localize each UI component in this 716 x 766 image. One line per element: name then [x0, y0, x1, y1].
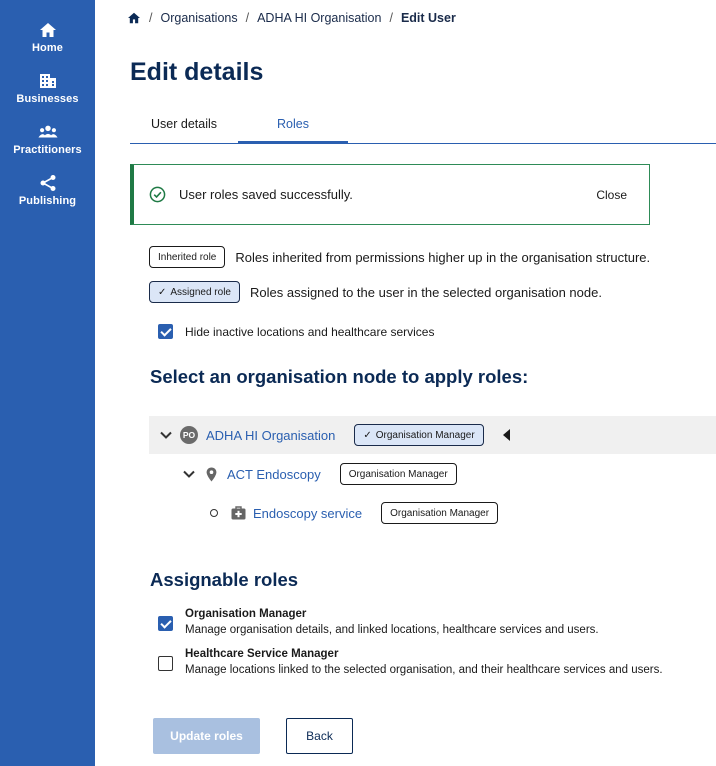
inherited-role-badge: Inherited role: [149, 246, 225, 268]
sidebar: [0, 0, 95, 766]
selected-indicator-icon: [503, 429, 510, 441]
hide-inactive-option: [158, 324, 434, 339]
success-alert: [130, 164, 650, 225]
tree-node-service[interactable]: [149, 494, 716, 532]
sidebar-item-label: Practitioners: [13, 144, 82, 156]
breadcrumb: [127, 9, 456, 27]
breadcrumb-separator: /: [389, 11, 393, 25]
check-icon: ✓: [363, 429, 372, 441]
chevron-down-icon[interactable]: [182, 467, 196, 481]
assignable-roles-title: Assignable roles: [150, 569, 299, 590]
people-icon: [38, 123, 58, 141]
alert-message: User roles saved successfully.: [179, 187, 353, 202]
sidebar-item-home[interactable]: [0, 21, 95, 54]
tab-bar: [130, 108, 716, 144]
role-badge-inherited: Organisation Manager: [340, 463, 457, 485]
building-icon: [38, 72, 58, 90]
back-button[interactable]: Back: [286, 718, 353, 754]
tab-user-details[interactable]: User details: [151, 117, 217, 131]
sidebar-item-businesses[interactable]: [0, 72, 95, 105]
home-icon: [38, 21, 58, 39]
assigned-role-badge: [149, 281, 240, 303]
tree-node-location[interactable]: [149, 455, 716, 493]
tree-node-label[interactable]: Endoscopy service: [253, 505, 363, 521]
breadcrumb-separator: /: [245, 11, 250, 25]
sidebar-item-label: Publishing: [18, 195, 77, 207]
sidebar-item-label: Businesses: [16, 93, 79, 105]
tree-node-label[interactable]: ADHA HI Organisation: [206, 427, 336, 443]
tree-node-organisation[interactable]: [149, 416, 716, 454]
alert-close-button[interactable]: Close: [596, 188, 627, 202]
legend-inherited: [149, 246, 650, 268]
organisation-avatar: PO: [180, 426, 198, 444]
share-icon: [38, 174, 58, 192]
sidebar-item-label: Home: [32, 42, 63, 54]
breadcrumb-organisation[interactable]: ADHA HI Organisation: [257, 11, 382, 25]
inherited-role-text: Roles inherited from permissions higher up in the organisation structure.: [235, 249, 651, 265]
location-pin-icon: [206, 467, 217, 482]
select-node-title: Select an organisation node to apply roles:: [150, 366, 529, 387]
role-description: Manage locations linked to the selected organisation, and their healthcare services and users.: [185, 664, 663, 676]
leaf-node-icon: [210, 509, 218, 517]
role-badge-label: Organisation Manager: [375, 429, 475, 441]
update-roles-button[interactable]: Update roles: [153, 718, 260, 754]
role-title: Healthcare Service Manager: [185, 648, 339, 660]
organisation-tree: [149, 416, 716, 532]
sidebar-item-practitioners[interactable]: [0, 123, 95, 156]
hide-inactive-label: Hide inactive locations and healthcare services: [185, 324, 435, 339]
home-icon[interactable]: [127, 11, 141, 25]
assigned-role-badge-label: Assigned role: [170, 286, 231, 298]
check-icon: ✓: [158, 286, 167, 298]
role-description: Manage organisation details, and linked locations, healthcare services and users.: [185, 624, 599, 636]
check-circle-icon: [149, 186, 166, 203]
medical-case-icon: [231, 506, 246, 520]
sidebar-item-publishing[interactable]: [0, 174, 95, 207]
breadcrumb-current: Edit User: [400, 11, 456, 25]
role-title: Organisation Manager: [185, 608, 307, 620]
role-checkbox[interactable]: [158, 656, 173, 671]
tree-node-label[interactable]: ACT Endoscopy: [227, 466, 321, 482]
tab-roles[interactable]: Roles: [238, 108, 348, 143]
chevron-down-icon[interactable]: [159, 428, 173, 442]
page-title: Edit details: [130, 58, 264, 86]
assigned-role-text: Roles assigned to the user in the selected organisation node.: [249, 284, 602, 300]
legend-assigned: [149, 281, 602, 303]
breadcrumb-separator: /: [149, 11, 153, 25]
role-badge-assigned: [354, 424, 483, 446]
role-badge-inherited: Organisation Manager: [381, 502, 498, 524]
breadcrumb-organisations[interactable]: Organisations: [160, 11, 238, 25]
hide-inactive-checkbox[interactable]: [158, 324, 173, 339]
role-checkbox[interactable]: [158, 616, 173, 631]
